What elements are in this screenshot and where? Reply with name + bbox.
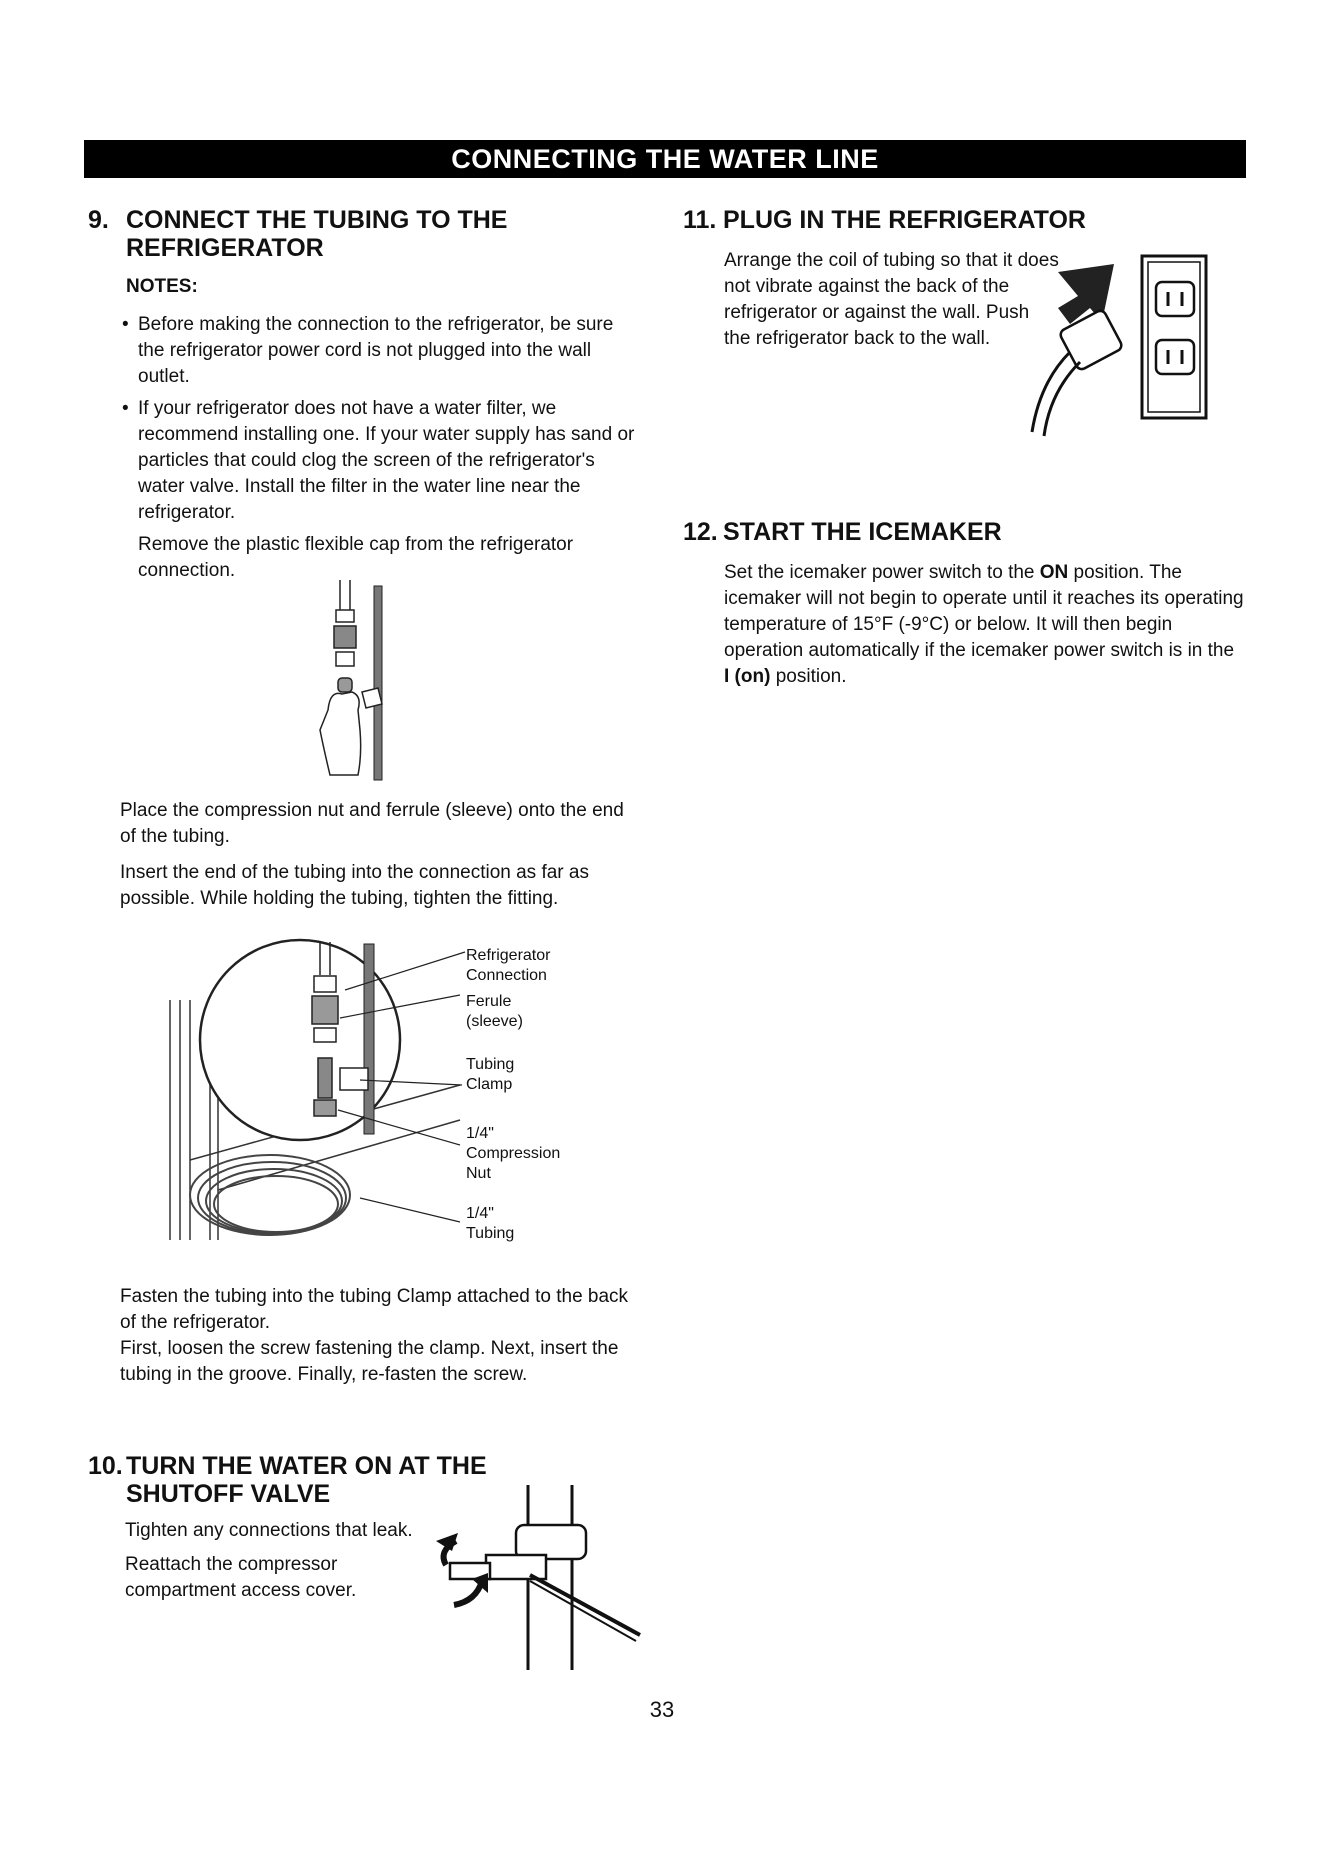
step11-number: 11. — [683, 206, 717, 234]
step10-title-line2: SHUTOFF VALVE — [126, 1480, 331, 1508]
step9-fasten-text — [120, 1284, 640, 1388]
step10-p2: Reattach the compressor compartment access cover. — [125, 1554, 357, 1601]
label-line: Clamp — [466, 1076, 513, 1093]
label-line: 1/4" — [466, 1125, 494, 1142]
step9-number: 9. — [88, 206, 109, 234]
label-compression-nut — [466, 1124, 560, 1184]
label-line: Compression — [466, 1145, 561, 1162]
shutoff-valve-illustration — [420, 1485, 650, 1670]
remove-cap-text: Remove the plastic flexible cap from the refrigerator connection. — [138, 534, 574, 581]
notes-list — [122, 312, 642, 526]
remove-cap-illustration — [300, 580, 410, 780]
label-line: Refrigerator — [466, 947, 551, 964]
step12-i-on-label: I (on) — [724, 666, 771, 687]
step12-on-label: ON — [1039, 562, 1069, 583]
tubing-connection-diagram — [160, 930, 480, 1250]
fasten-line-1: Fasten the tubing into the tubing Clamp attached to the back of the refrigerator. — [120, 1286, 629, 1333]
label-line: 1/4" — [466, 1205, 494, 1222]
label-refrigerator-connection — [466, 946, 550, 986]
step12-text — [724, 560, 1244, 690]
step9-title — [126, 206, 586, 262]
plug-outlet-illustration — [1010, 252, 1210, 438]
note-item: • Before making the connection to the refrigerator, be sure the refrigerator power cord is not plugged into the wall outlet. — [122, 312, 642, 390]
notes-label: NOTES: — [126, 276, 198, 297]
step10-title-line1: TURN THE WATER ON AT THE — [126, 1452, 487, 1480]
label-ferule — [466, 992, 523, 1032]
step10-number: 10. — [88, 1452, 123, 1480]
page-number: 33 — [649, 1697, 675, 1722]
step11-text: Arrange the coil of tubing so that it does not vibrate against the back of the refrigerator or against the wall. Push the refrigerator back to the wall. — [724, 250, 1059, 349]
step9-place-nut: Place the compression nut and ferrule (sleeve) onto the end of the tubing. — [120, 800, 624, 847]
label-line: Tubing — [466, 1225, 515, 1242]
label-line: (sleeve) — [466, 1013, 523, 1030]
step12-text-b: position. The icemaker will not begin to operate until it reaches its operating temperature of 15°F (-9°C) or below. It will then begin operation automatically if the icemaker power switch is in the — [724, 562, 1244, 661]
fasten-line-2: First, loosen the screw fastening the clamp. Next, insert the tubing in the groove. Finally, re-fasten the screw. — [120, 1338, 619, 1385]
step12-number: 12. — [683, 518, 718, 546]
label-tubing — [466, 1204, 514, 1244]
label-line: Tubing — [466, 1056, 515, 1073]
step12-text-c: position. — [770, 666, 847, 687]
step12-title: START THE ICEMAKER — [723, 518, 1002, 546]
label-line: Nut — [466, 1165, 491, 1182]
step9-insert-tubing: Insert the end of the tubing into the connection as far as possible. While holding the tubing, tighten the fitting. — [120, 862, 589, 909]
step11-title: PLUG IN THE REFRIGERATOR — [723, 206, 1086, 234]
label-line: Ferule — [466, 993, 512, 1010]
step12-text-a: Set the icemaker power switch to the — [724, 562, 1040, 583]
step10-text — [125, 1518, 415, 1612]
step9-notes-block — [122, 312, 642, 592]
label-line: Connection — [466, 967, 547, 984]
step10-p1: Tighten any connections that leak. — [125, 1520, 413, 1541]
note-item: • If your refrigerator does not have a water filter, we recommend installing one. If your water supply has sand or particles that could clog the screen of the refrigerator's water valve. Install the filter in the water line near the refrigerator. — [122, 396, 642, 526]
label-tubing-clamp — [466, 1055, 514, 1095]
section-banner: CONNECTING THE WATER LINE — [84, 140, 1246, 178]
step9-title-line2: REFRIGERATOR — [126, 234, 324, 262]
step9-title-line1: CONNECT THE TUBING TO THE — [126, 206, 508, 234]
